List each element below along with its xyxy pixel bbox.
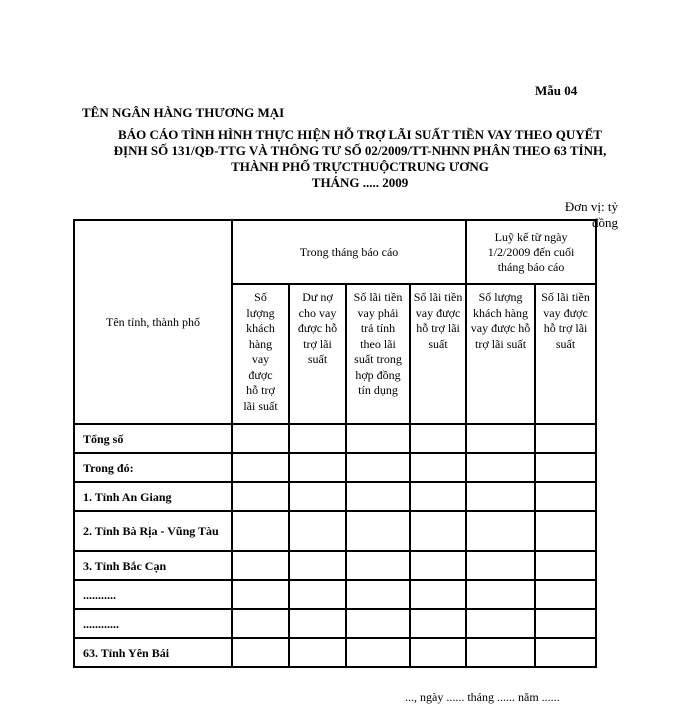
header-group-cumulative-label: Luỹ kế từ ngày 1/2/2009 đến cuối tháng báo cáo bbox=[487, 229, 575, 274]
table-cell bbox=[466, 453, 535, 482]
table-row bbox=[74, 580, 596, 609]
table-cell bbox=[466, 609, 535, 638]
table-cell bbox=[232, 638, 289, 667]
table-cell bbox=[289, 511, 346, 551]
table-cell bbox=[535, 638, 596, 667]
table-cell bbox=[410, 482, 466, 511]
table-cell bbox=[466, 511, 535, 551]
table-cell bbox=[346, 453, 410, 482]
header-sub-2-label: Dư nợ cho vay được hỗ trợ lãi suất bbox=[297, 290, 338, 366]
table-cell bbox=[289, 482, 346, 511]
title-line-4: THÁNG ..... 2009 bbox=[311, 175, 409, 190]
form-code: Mẫu 04 bbox=[535, 83, 578, 98]
table-cell bbox=[466, 638, 535, 667]
bank-name: TÊN NGÂN HÀNG THƯƠNG MẠI bbox=[82, 105, 285, 120]
table-cell bbox=[466, 551, 535, 580]
table-row bbox=[74, 424, 596, 453]
table-cell bbox=[346, 580, 410, 609]
header-group-month bbox=[232, 220, 466, 284]
table-cell bbox=[466, 580, 535, 609]
row-label: ........... bbox=[74, 580, 232, 609]
header-sub-6 bbox=[535, 284, 596, 424]
table-cell bbox=[289, 424, 346, 453]
table-row bbox=[74, 453, 596, 482]
table-cell bbox=[232, 453, 289, 482]
header-group-cumulative bbox=[466, 220, 596, 284]
table-row bbox=[74, 638, 596, 667]
header-sub-2 bbox=[289, 284, 346, 424]
row-label: 2. Tỉnh Bà Rịa - Vũng Tàu bbox=[74, 511, 232, 551]
row-label: 1. Tỉnh An Giang bbox=[74, 482, 232, 511]
header-sub-4-label: Số lãi tiền vay được hỗ trợ lãi suất bbox=[413, 290, 463, 351]
header-sub-1 bbox=[232, 284, 289, 424]
table-cell bbox=[410, 609, 466, 638]
table-cell bbox=[346, 638, 410, 667]
title-line-3: THÀNH PHỐ TRỰCTHUỘCTRUNG ƯƠNG bbox=[231, 159, 489, 174]
table-row bbox=[74, 482, 596, 511]
header-sub-6-label: Số lãi tiền vay được hỗ trợ lãi suất bbox=[541, 290, 590, 351]
table-cell bbox=[535, 551, 596, 580]
table-cell bbox=[232, 482, 289, 511]
table-row bbox=[74, 551, 596, 580]
table-cell bbox=[535, 424, 596, 453]
table-cell bbox=[466, 424, 535, 453]
header-sub-5 bbox=[466, 284, 535, 424]
header-province-label: Tên tỉnh, thành phố bbox=[106, 314, 200, 329]
header-sub-3-label: Số lãi tiền vay phải trả tính theo lãi suất trong hợp đồng tín dụng bbox=[353, 290, 403, 397]
table-cell bbox=[232, 580, 289, 609]
title-line-2: ĐỊNH SỐ 131/QĐ-TTG VÀ THÔNG TƯ SỐ 02/2009/TT-NHNN PHÂN THEO 63 TỈNH, bbox=[113, 143, 607, 158]
table-cell bbox=[410, 424, 466, 453]
signature-date-line: ..., ngày ...... tháng ...... năm ...... bbox=[405, 690, 560, 704]
table-cell bbox=[289, 609, 346, 638]
title-line-1: BÁO CÁO TÌNH HÌNH THỰC HIỆN HỖ TRỢ LÃI SUẤT TIỀN VAY THEO QUYẾT bbox=[118, 127, 602, 142]
report-table bbox=[73, 219, 597, 668]
table-cell bbox=[466, 482, 535, 511]
table-row bbox=[74, 511, 596, 551]
header-sub-1-label: Số lượng khách hàng vay được hỗ trợ lãi suất bbox=[243, 290, 278, 413]
table-cell bbox=[346, 609, 410, 638]
table-cell bbox=[232, 424, 289, 453]
table-cell bbox=[410, 551, 466, 580]
table-cell bbox=[410, 580, 466, 609]
row-label: 3. Tỉnh Bắc Cạn bbox=[74, 551, 232, 580]
row-label: 63. Tỉnh Yên Bái bbox=[74, 638, 232, 667]
header-sub-5-label: Số lượng khách hàng vay được hỗ trợ lãi suất bbox=[470, 290, 531, 351]
table-cell bbox=[289, 453, 346, 482]
header-sub-3 bbox=[346, 284, 410, 424]
table-cell bbox=[346, 551, 410, 580]
table-cell bbox=[410, 511, 466, 551]
table-cell bbox=[289, 580, 346, 609]
unit-label: Đơn vị: tỷ đồng bbox=[564, 199, 618, 230]
row-label: ............ bbox=[74, 609, 232, 638]
table-cell bbox=[410, 638, 466, 667]
table-cell bbox=[535, 453, 596, 482]
header-sub-4 bbox=[410, 284, 466, 424]
table-cell bbox=[232, 511, 289, 551]
table-cell bbox=[232, 609, 289, 638]
header-group-month-label: Trong tháng báo cáo bbox=[299, 244, 399, 259]
table-cell bbox=[535, 609, 596, 638]
table-cell bbox=[289, 638, 346, 667]
table-cell bbox=[289, 551, 346, 580]
table-cell bbox=[232, 551, 289, 580]
table-cell bbox=[346, 482, 410, 511]
table-row bbox=[74, 609, 596, 638]
row-label: Trong đó: bbox=[74, 453, 232, 482]
report-title bbox=[80, 127, 640, 191]
table-cell bbox=[535, 511, 596, 551]
row-label: Tổng số bbox=[74, 424, 232, 453]
table-cell bbox=[410, 453, 466, 482]
table-cell bbox=[346, 511, 410, 551]
header-province bbox=[74, 220, 232, 424]
table-cell bbox=[346, 424, 410, 453]
table-cell bbox=[535, 580, 596, 609]
table-cell bbox=[535, 482, 596, 511]
